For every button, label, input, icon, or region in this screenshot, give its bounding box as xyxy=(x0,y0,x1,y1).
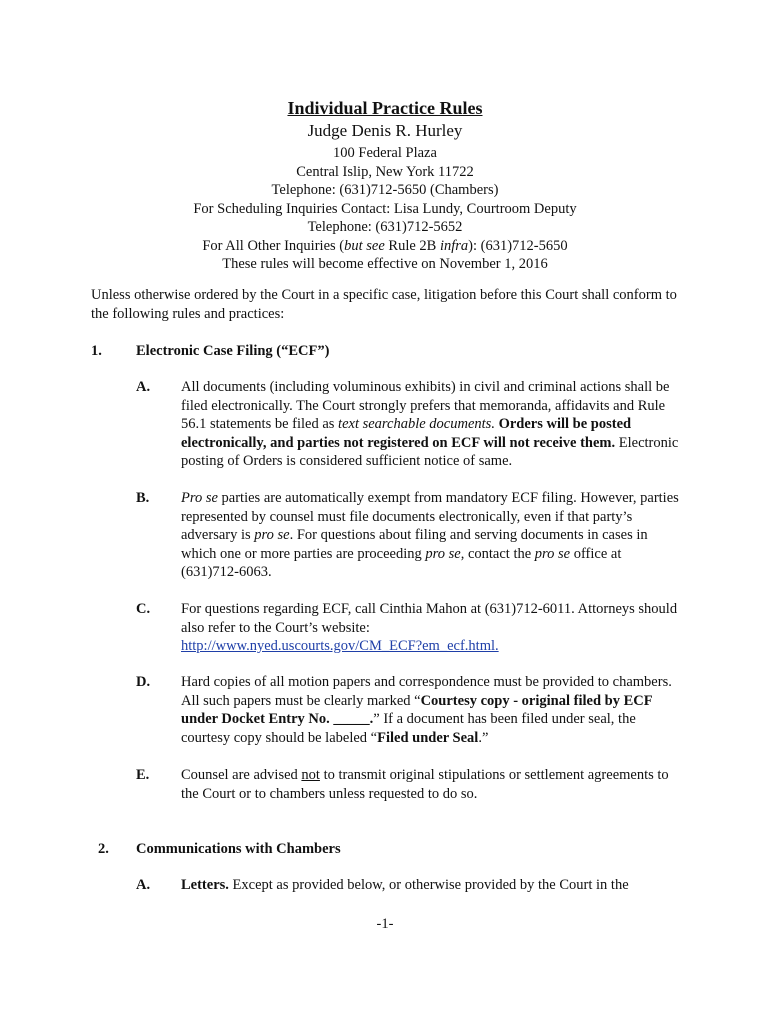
item-1b-letter: B. xyxy=(136,490,150,506)
judge-name: Judge Denis R. Hurley xyxy=(307,121,463,140)
other-inquiries-text: For All Other Inquiries ( xyxy=(202,237,345,254)
item-text: All documents (including voluminous exhibits) in civil and criminal actions shall be filed electronically. The Court strongly prefers that memoranda, affidavits and Rule 56.1 statements be filed as xyxy=(181,379,670,432)
item-text-italic: text searchable documents. xyxy=(338,416,495,432)
item-1e-text xyxy=(181,766,679,803)
item-text: Hard copies of all motion papers and correspondence must be provided to chambers. All such papers must be clearly marked “ xyxy=(181,674,672,709)
item-1a-letter: A. xyxy=(136,379,151,395)
ecf-website-link[interactable]: http://www.nyed.uscourts.gov/CM_ECF?em_ecf.html. xyxy=(181,638,499,654)
item-text-bold: Filed under Seal xyxy=(377,729,479,746)
deputy-telephone: Telephone: (631)712-5652 xyxy=(307,219,463,235)
address-line: 100 Federal Plaza xyxy=(333,145,437,161)
item-text: parties are automatically exempt from mandatory ECF filing. However, parties represented by counsel must file documents electronically, even if that party’s adversary is xyxy=(181,490,679,543)
city-line: Central Islip, New York 11722 xyxy=(296,163,474,180)
item-1c-letter: C. xyxy=(136,601,151,617)
item-text-bold: Orders will be posted electronically, and parties not registered on ECF will not receive them. xyxy=(181,416,632,451)
item-text-italic: Pro se xyxy=(181,490,218,506)
item-text: .” xyxy=(478,729,489,746)
section-2-number: 2. xyxy=(98,841,109,857)
item-1e-letter: E. xyxy=(136,767,150,783)
other-inquiries-but-see: but see xyxy=(344,237,385,254)
effective-date: These rules will become effective on November 1, 2016 xyxy=(222,256,548,272)
item-1a-text xyxy=(181,378,679,471)
item-text-italic: pro se xyxy=(425,545,461,562)
item-text: Except as provided below, or otherwise provided by the Court in the xyxy=(228,877,629,893)
item-2a-text xyxy=(181,876,679,895)
other-inquiries-text: Rule 2B xyxy=(384,237,440,254)
item-text-italic: pro se xyxy=(534,545,571,562)
section-2-title: Communications with Chambers xyxy=(136,841,341,857)
intro-paragraph: Unless otherwise ordered by the Court in a specific case, litigation before this Court shall conform to the following rules and practices: xyxy=(91,287,677,322)
item-text: Electronic posting of Orders is considered sufficient notice of same. xyxy=(181,434,679,469)
item-1b-text xyxy=(181,489,679,582)
item-text-italic: pro se xyxy=(254,527,290,543)
item-text: office at (631)712-6063. xyxy=(181,545,622,580)
item-text: For questions regarding ECF, call Cinthia Mahon at (631)712-6011. Attorneys should also refer to the Court’s website: xyxy=(181,601,678,636)
other-inquiries-infra: infra xyxy=(439,237,469,254)
item-text: . For questions about filing and serving documents in cases in which one or more parties are proceeding xyxy=(181,527,648,562)
other-inquiries xyxy=(0,237,770,256)
item-2a-letter: A. xyxy=(136,877,151,893)
item-text-bold: Letters. xyxy=(181,877,229,893)
item-text: ” If a document has been filed under seal, the courtesy copy should be labeled “ xyxy=(181,711,636,746)
item-text-underlined: not xyxy=(301,767,320,783)
document-header xyxy=(0,96,770,274)
section-1-title: Electronic Case Filing (“ECF”) xyxy=(136,343,330,359)
item-text: to transmit original stipulations or settlement agreements to the Court or to chambers unless requested to do so. xyxy=(181,767,669,802)
chambers-telephone: Telephone: (631)712-5650 (Chambers) xyxy=(271,182,499,198)
scheduling-contact: For Scheduling Inquiries Contact: Lisa Lundy, Courtroom Deputy xyxy=(193,200,577,217)
item-text: Counsel are advised xyxy=(181,767,302,783)
item-1c-text xyxy=(181,600,679,656)
item-text: , contact the xyxy=(460,545,535,562)
item-1d-letter: D. xyxy=(136,674,151,690)
item-text-bold: Courtesy copy - original filed by ECF under Docket Entry No. _____. xyxy=(181,692,653,727)
other-inquiries-text: ): (631)712-5650 xyxy=(468,237,568,254)
item-1d-text xyxy=(181,673,679,747)
section-1-number: 1. xyxy=(91,343,102,359)
document-title: Individual Practice Rules xyxy=(287,98,483,118)
page-number: -1- xyxy=(376,916,394,932)
